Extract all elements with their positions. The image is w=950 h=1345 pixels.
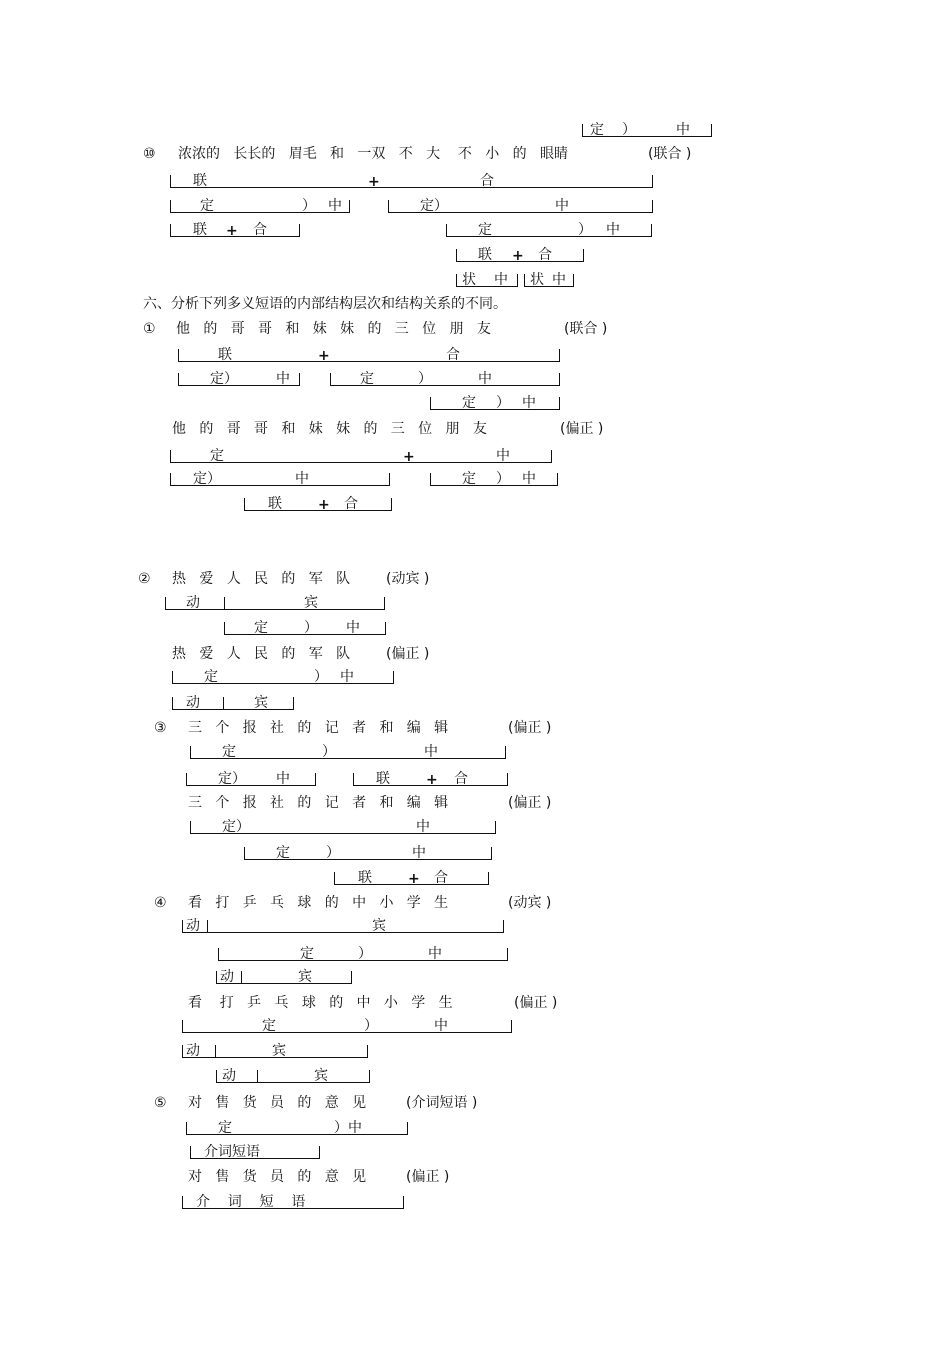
bracket-label: 合 (538, 247, 552, 263)
bracket-label: 合 (480, 173, 494, 189)
bracket-label: 动 (186, 918, 200, 934)
bracket-plus: + (403, 449, 415, 465)
structure-tag: (动宾 ) (508, 895, 552, 911)
bracket-bin (208, 920, 504, 933)
bracket-label: 动 (186, 595, 200, 611)
bracket-label: 宾 (314, 1068, 328, 1084)
bracket-label: 联 (376, 771, 390, 787)
bracket-label: 中 (428, 946, 442, 962)
bracket-label: ） (314, 669, 328, 685)
bracket-label: 合 (434, 870, 448, 886)
phrase-line: 对 售 货 员 的 意 见 (188, 1169, 367, 1185)
bracket-ding-zhong (170, 450, 552, 463)
item-number: ① (143, 321, 156, 337)
bracket-label: 介 词 短 语 (196, 1194, 306, 1210)
bracket-label: 状 (530, 272, 544, 288)
bracket-label: 动 (186, 1043, 200, 1059)
bracket-label: ） (326, 845, 340, 861)
bracket-ding-zhong (182, 1020, 512, 1033)
bracket-label: 定） (222, 819, 250, 835)
bracket-label: 介词短语 (204, 1144, 260, 1160)
bracket-label: 中 (424, 744, 438, 760)
structure-tag: (联合 ) (648, 146, 692, 162)
bracket-label: 联 (193, 173, 207, 189)
bracket-plus: + (318, 497, 330, 513)
bracket-label: 宾 (304, 595, 318, 611)
bracket-label: 联 (478, 247, 492, 263)
bracket-label: ） (496, 471, 510, 487)
bracket-lian-he (178, 349, 560, 362)
bracket-label: 中 (606, 222, 620, 238)
bracket-ding-zhong (430, 397, 560, 410)
bracket-label: 中 (416, 819, 430, 835)
structure-tag: (偏正 ) (406, 1169, 450, 1185)
phrase-line: 三 个 报 社 的 记 者 和 编 辑 (188, 720, 449, 736)
phrase-line: 他 的 哥 哥 和 妹 妹 的 三 位 朋 友 (176, 321, 491, 337)
bracket-label: 动 (220, 969, 234, 985)
bracket-label: ） (302, 198, 316, 214)
bracket-label: 定 (590, 122, 604, 138)
bracket-label: 中 (276, 771, 290, 787)
bracket-label: 中 (328, 198, 342, 214)
item-number: ③ (154, 720, 167, 736)
bracket-plus: + (318, 348, 330, 364)
bracket-label: 定 (276, 845, 290, 861)
phrase-line: 三 个 报 社 的 记 者 和 编 辑 (188, 795, 449, 811)
bracket-label: ） (322, 744, 336, 760)
section-heading: 六、分析下列多义短语的内部结构层次和结构关系的不同。 (143, 296, 507, 312)
bracket-label: 定 (200, 198, 214, 214)
bracket-plus: + (426, 772, 438, 788)
bracket-ding-zhong (190, 746, 506, 759)
phrase-line: 对 售 货 员 的 意 见 (188, 1095, 367, 1111)
bracket-label: 定 (262, 1018, 276, 1034)
bracket-label: 定 (462, 395, 476, 411)
phrase-line: 浓浓的 长长的 眉毛 和 一双 不 大 不 小 的 眼睛 (178, 146, 568, 162)
bracket-label: 定 (204, 669, 218, 685)
bracket-label: 宾 (272, 1043, 286, 1059)
bracket-label: ） (496, 395, 510, 411)
bracket-label: 宾 (298, 969, 312, 985)
bracket-plus: + (512, 248, 524, 264)
bracket-bin (216, 1045, 368, 1058)
bracket-label: 合 (446, 347, 460, 363)
bracket-label: 中 (522, 395, 536, 411)
bracket-lian-he (170, 175, 653, 188)
bracket-bin (242, 971, 352, 984)
bracket-label: 定） (218, 771, 246, 787)
phrase-line: 看 打 乒 乓 球 的 中 小 学 生 (188, 895, 449, 911)
bracket-label: 联 (193, 222, 207, 238)
structure-tag: (联合 ) (564, 321, 608, 337)
bracket-label: 定 (210, 448, 224, 464)
bracket-label: ）中 (334, 1120, 362, 1136)
bracket-label: 中 (434, 1018, 448, 1034)
bracket-label: ） (418, 371, 432, 387)
bracket-ding-zhong (430, 473, 558, 486)
phrase-line: 热 爱 人 民 的 军 队 (172, 646, 351, 662)
bracket-label: 中 (276, 371, 290, 387)
bracket-label: 定） (193, 471, 221, 487)
bracket-label: 联 (358, 870, 372, 886)
phrase-line: 看 打 乒 乓 球 的 中 小 学 生 (188, 995, 453, 1011)
bracket-label: 定 (462, 471, 476, 487)
bracket-label: 合 (454, 771, 468, 787)
item-number: ⑤ (154, 1095, 167, 1111)
bracket-label: 中 (412, 845, 426, 861)
bracket-label: ） (304, 620, 318, 636)
bracket-label: 动 (186, 695, 200, 711)
bracket-label: 中 (478, 371, 492, 387)
bracket-ding-zhong (170, 200, 350, 213)
bracket-label: 联 (268, 496, 282, 512)
structure-tag: (偏正 ) (508, 720, 552, 736)
bracket-label: 定） (420, 198, 448, 214)
structure-tag: (偏正 ) (560, 421, 604, 437)
structure-tag: (偏正 ) (508, 795, 552, 811)
bracket-label: 中 (522, 471, 536, 487)
bracket-label: ） (578, 222, 592, 238)
bracket-label: ） (622, 122, 636, 138)
bracket-label: 宾 (372, 918, 386, 934)
bracket-plus: + (408, 871, 420, 887)
bracket-label: 中 (555, 198, 569, 214)
bracket-label: 定 (478, 222, 492, 238)
bracket-label: 定） (210, 371, 238, 387)
bracket-label: 中 (496, 448, 510, 464)
bracket-label: 中 (494, 272, 508, 288)
bracket-label: 中 (340, 669, 354, 685)
bracket-label: 定 (360, 371, 374, 387)
item-number: ② (138, 571, 151, 587)
bracket-label: ） (358, 946, 372, 962)
structure-tag: (偏正 ) (386, 646, 430, 662)
bracket-label: 中 (676, 122, 690, 138)
phrase-line: 热 爱 人 民 的 军 队 (172, 571, 351, 587)
item-number: ⑩ (143, 146, 156, 162)
phrase-line: 他 的 哥 哥 和 妹 妹 的 三 位 朋 友 (172, 421, 487, 437)
bracket-label: 定 (218, 1120, 232, 1136)
structure-tag: (介词短语 ) (406, 1095, 478, 1111)
bracket-ding-zhong (446, 224, 652, 237)
bracket-label: 定 (222, 744, 236, 760)
bracket-label: 定 (300, 946, 314, 962)
bracket-ding-zhong (186, 773, 316, 786)
bracket-label: 定 (254, 620, 268, 636)
bracket-label: 中 (346, 620, 360, 636)
bracket-label: 联 (218, 347, 232, 363)
bracket-label: ） (364, 1018, 378, 1034)
structure-tag: (动宾 ) (386, 571, 430, 587)
bracket-label: 宾 (254, 695, 268, 711)
bracket-label: 中 (552, 272, 566, 288)
bracket-plus: + (226, 223, 238, 239)
bracket-plus: + (368, 174, 380, 190)
bracket-label: 动 (222, 1068, 236, 1084)
bracket-label: 中 (295, 471, 309, 487)
bracket-label: 合 (344, 496, 358, 512)
bracket-label: 合 (253, 222, 267, 238)
item-number: ④ (154, 895, 167, 911)
structure-tag: (偏正 ) (514, 995, 558, 1011)
bracket-label: 状 (462, 272, 476, 288)
